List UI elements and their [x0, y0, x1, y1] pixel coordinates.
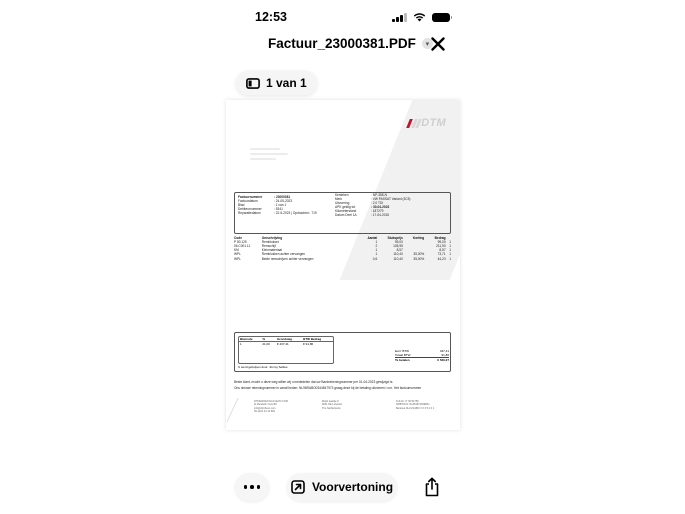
- pdf-page[interactable]: [226, 100, 460, 430]
- close-icon: [431, 37, 445, 51]
- more-button[interactable]: [235, 473, 269, 501]
- status-icons: [392, 12, 450, 22]
- invoice-notes: Beste klant, mocht u deze weg willen wij u mededelen dat uw Bankrekeningnummer per 01-04-2023 gewijzigd is. Ons nieuwe rekeningnummer is vanaf heden: NL96RABO0344847973 graag deze bij de betaling uitvoeren i.v.m. Het factuurnummer: [234, 380, 422, 391]
- preview-label: Voorvertoning: [311, 480, 394, 494]
- sidebar-toggle-icon: [246, 78, 260, 89]
- document-title: Factuur_23000381.PDF: [268, 36, 416, 51]
- totals-box: [234, 332, 451, 372]
- table-row: P 80.125 Remblokset 1 99,00 99,00 1: [234, 240, 451, 245]
- open-in-preview-button[interactable]: [287, 473, 397, 501]
- totals-summary: Excl. BTW 437,41 Totaal BTW 91,86 Te betalen € 529,27: [395, 349, 449, 363]
- page-indicator-label: 1 van 1: [266, 76, 307, 90]
- chevron-down-icon: ▾: [422, 38, 433, 49]
- share-button[interactable]: [418, 473, 446, 501]
- logo-text: DTM: [421, 117, 446, 129]
- bottom-toolbar: [0, 470, 685, 504]
- handled-by: U werd geholpen door: Jimmy Sellies: [238, 365, 288, 369]
- page-indicator[interactable]: [236, 71, 317, 95]
- document-header: [0, 36, 685, 56]
- invoice-lines-table: [234, 236, 451, 261]
- battery-icon: [432, 13, 450, 22]
- invoice-meta-left: Factuurnummer : 23000381 Factuurdatum : 24-05-2023 Blad : 1 van 1 Debiteurnummer : 5341 Reparatiedatum : 22-5-2023 | Opdrachtnr.: 719: [238, 195, 317, 216]
- document-title-button[interactable]: [268, 36, 433, 51]
- table-header-row: Code Omschrijving Aantal Stuksprijs Korting Bedrag: [234, 236, 446, 240]
- vat-summary: Btwcode % Grondslag BTW Bedrag 1 21,00 € 437,41 € 91,86: [238, 336, 334, 364]
- open-external-icon: [291, 480, 305, 494]
- status-bar: [0, 0, 685, 34]
- cellular-signal-icon: [392, 13, 407, 22]
- table-row: 06.C001.11 Remschijf 2 105,95 211,90 1: [234, 244, 451, 249]
- more-icon: [244, 485, 261, 489]
- redacted-address: [250, 148, 290, 172]
- vehicle-info-right: Kenteken : NP-358-N Merk : VW PASSAT Variant (3C5) Uitvoering : 2.0 TDI APK geldig tot : 30-04-2023 Kilometerstand : 187279 Datum Deel 1A : 17-04-2015: [335, 193, 411, 218]
- invoice-info-box: [234, 192, 451, 234]
- share-icon: [424, 477, 440, 497]
- table-row: WPL Beide remschijven achter vervangen 0,6 110,40 35,00% 44,23 1: [234, 256, 451, 261]
- table-row: WPL Remblokken achter vervangen 1 110,40 35,00% 73,71 1: [234, 252, 451, 257]
- close-button[interactable]: [426, 32, 450, 56]
- invoice-footer: DTMGROEN.NL/FLEVO.COM 2t Mendelin Cars BV info@dtmflevo.com 06-2221 44 14 892 Markt kaartje 8 8231 DE Lelystad The Netherlands KvK-Nr: 8 70741756 NMBTW-N: NL861872469B01 Bankrek.NL21 RABO 0 3 3 5 2 0 1: [226, 398, 460, 422]
- status-time: 12:53: [255, 10, 287, 24]
- wifi-icon: [413, 12, 426, 22]
- table-row: KM Kleinmateriaal 1 8,57 8,57 1: [234, 248, 451, 253]
- total-due: Te betalen € 529,27: [395, 358, 449, 363]
- company-logo: [408, 117, 446, 129]
